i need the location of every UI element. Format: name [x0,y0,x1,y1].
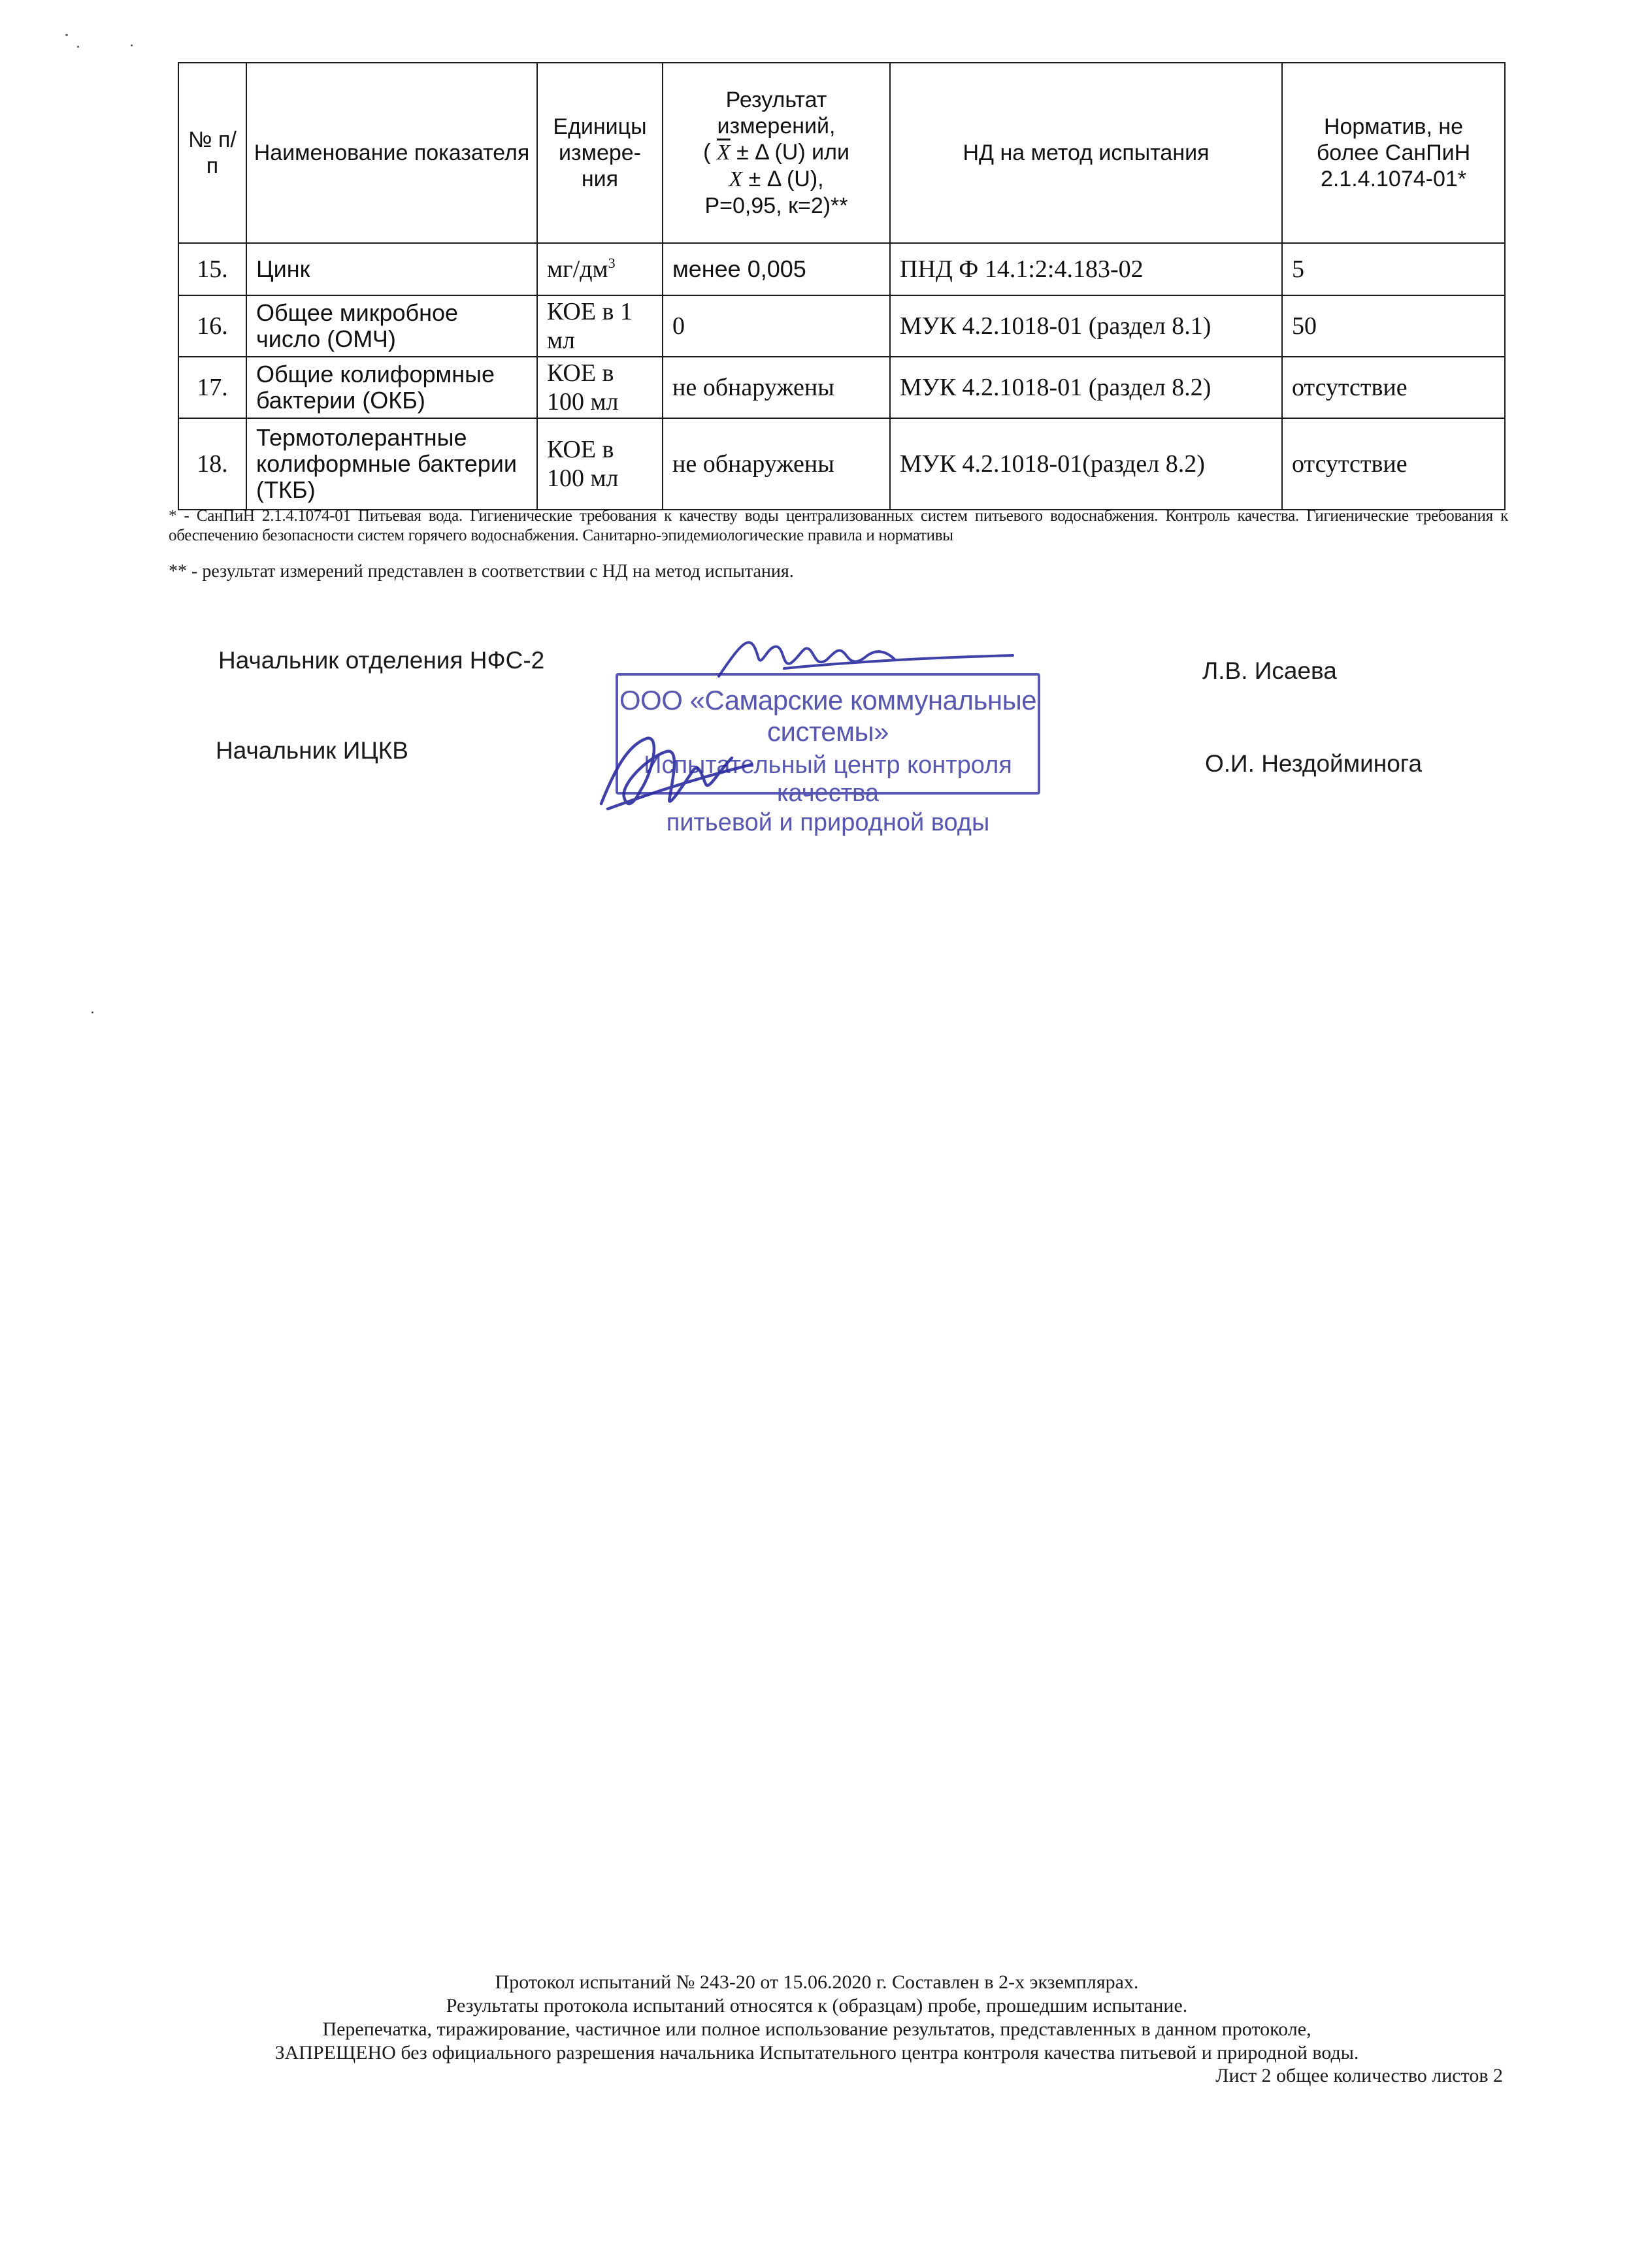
protocol-line-2: Результаты протокола испытаний относятся к (образцам) пробе, прошедшим испытание. [446,1995,1188,2016]
header-result-open: ( [703,140,711,165]
header-result-line2: ± Δ (U) или [736,140,849,165]
signature-isaeva [706,631,1019,689]
row-method: ПНД Ф 14.1:2:4.183-02 [890,243,1282,295]
signature-nezdoyminoga [588,732,758,817]
scan-speck [65,34,68,36]
signer-role-1: Начальник отделения НФС-2 [218,647,545,674]
row-name: Цинк [246,243,537,295]
row-norm: 50 [1282,295,1505,357]
row-method: МУК 4.2.1018-01 (раздел 8.2) [890,357,1282,418]
table-row [178,418,1505,510]
scan-speck [91,1011,93,1013]
table-header-row [178,63,1505,243]
header-num: № п/п [178,63,246,243]
row-num: 16. [178,295,246,357]
signer-name-1: Л.В. Исаева [1202,657,1337,684]
header-name: Наименование показателя [246,63,537,243]
row-norm: отсутствие [1282,418,1505,510]
row-norm: 5 [1282,243,1505,295]
row-units-sup: 3 [608,255,616,271]
row-num: 18. [178,418,246,510]
row-units: КОЕ в 1 мл [537,295,663,357]
table-row [178,295,1505,357]
stamp-line-2: Испытательный центр контроля качества [644,751,1012,807]
header-result [663,63,890,243]
signer-role-2: Начальник ИЦКВ [216,737,408,764]
header-result-line4: P=0,95, к=2)** [704,193,848,218]
row-result: 0 [663,295,890,357]
stamp-line-3: питьевой и природной воды [666,809,990,836]
results-table [178,62,1506,510]
table-row [178,357,1505,418]
table-row [178,243,1505,295]
header-units: Единицы измере-ния [537,63,663,243]
row-name: Термотолерантные колиформные бактерии (ТКБ) [246,418,537,510]
row-units-main: мг/дм [547,255,608,283]
header-result-xbar: $\overline{X}$ [716,140,731,165]
row-result: не обнаружены [663,357,890,418]
footnote-sanpin: * - СанПиН 2.1.4.1074-01 Питьевая вода. Гигиенические требования к качеству воды централизованных систем питьевого водоснабжения. Контроль качества. Гигиенические требования к обеспечению безопасности систем горячего водоснабжения. Санитарно-эпидемиологические правила и нормативы [169,507,1508,544]
signer-name-2: О.И. Нездойминога [1205,750,1423,777]
row-method: МУК 4.2.1018-01(раздел 8.2) [890,418,1282,510]
row-num: 15. [178,243,246,295]
sheet-number: Лист 2 общее количество листов 2 [1215,2065,1503,2086]
footnote-nd: ** - результат измерений представлен в соответствии с НД на метод испытания. [169,561,794,582]
stamp-line-1: ООО «Самарские коммунальные системы» [619,685,1037,747]
row-units [537,243,663,295]
row-units: КОЕ в 100 мл [537,418,663,510]
header-result-x: X [729,167,743,191]
row-norm: отсутствие [1282,357,1505,418]
protocol-line-1: Протокол испытаний № 243-20 от 15.06.2020 г. Составлен в 2-х экземплярах. [495,1971,1139,1993]
protocol-line-3: Перепечатка, тиражирование, частичное или полное использование результатов, представленных в данном протоколе, [322,2018,1311,2040]
row-result: менее 0,005 [663,243,890,295]
protocol-footer [131,1971,1503,2065]
scan-speck [131,44,133,46]
header-result-line1: Результат измерений, [717,88,836,139]
row-units: КОЕ в 100 мл [537,357,663,418]
header-norm: Норматив, не более СанПиН 2.1.4.1074-01* [1282,63,1505,243]
row-method: МУК 4.2.1018-01 (раздел 8.1) [890,295,1282,357]
header-result-line3: ± Δ (U), [748,167,824,191]
row-name: Общие колиформные бактерии (ОКБ) [246,357,537,418]
scan-speck [77,46,79,48]
row-name: Общее микробное число (ОМЧ) [246,295,537,357]
row-result: не обнаружены [663,418,890,510]
protocol-line-4: ЗАПРЕЩЕНО без официального разрешения начальника Испытательного центра контроля качества питьевой и природной воды. [274,2042,1359,2063]
row-num: 17. [178,357,246,418]
header-method: НД на метод испытания [890,63,1282,243]
